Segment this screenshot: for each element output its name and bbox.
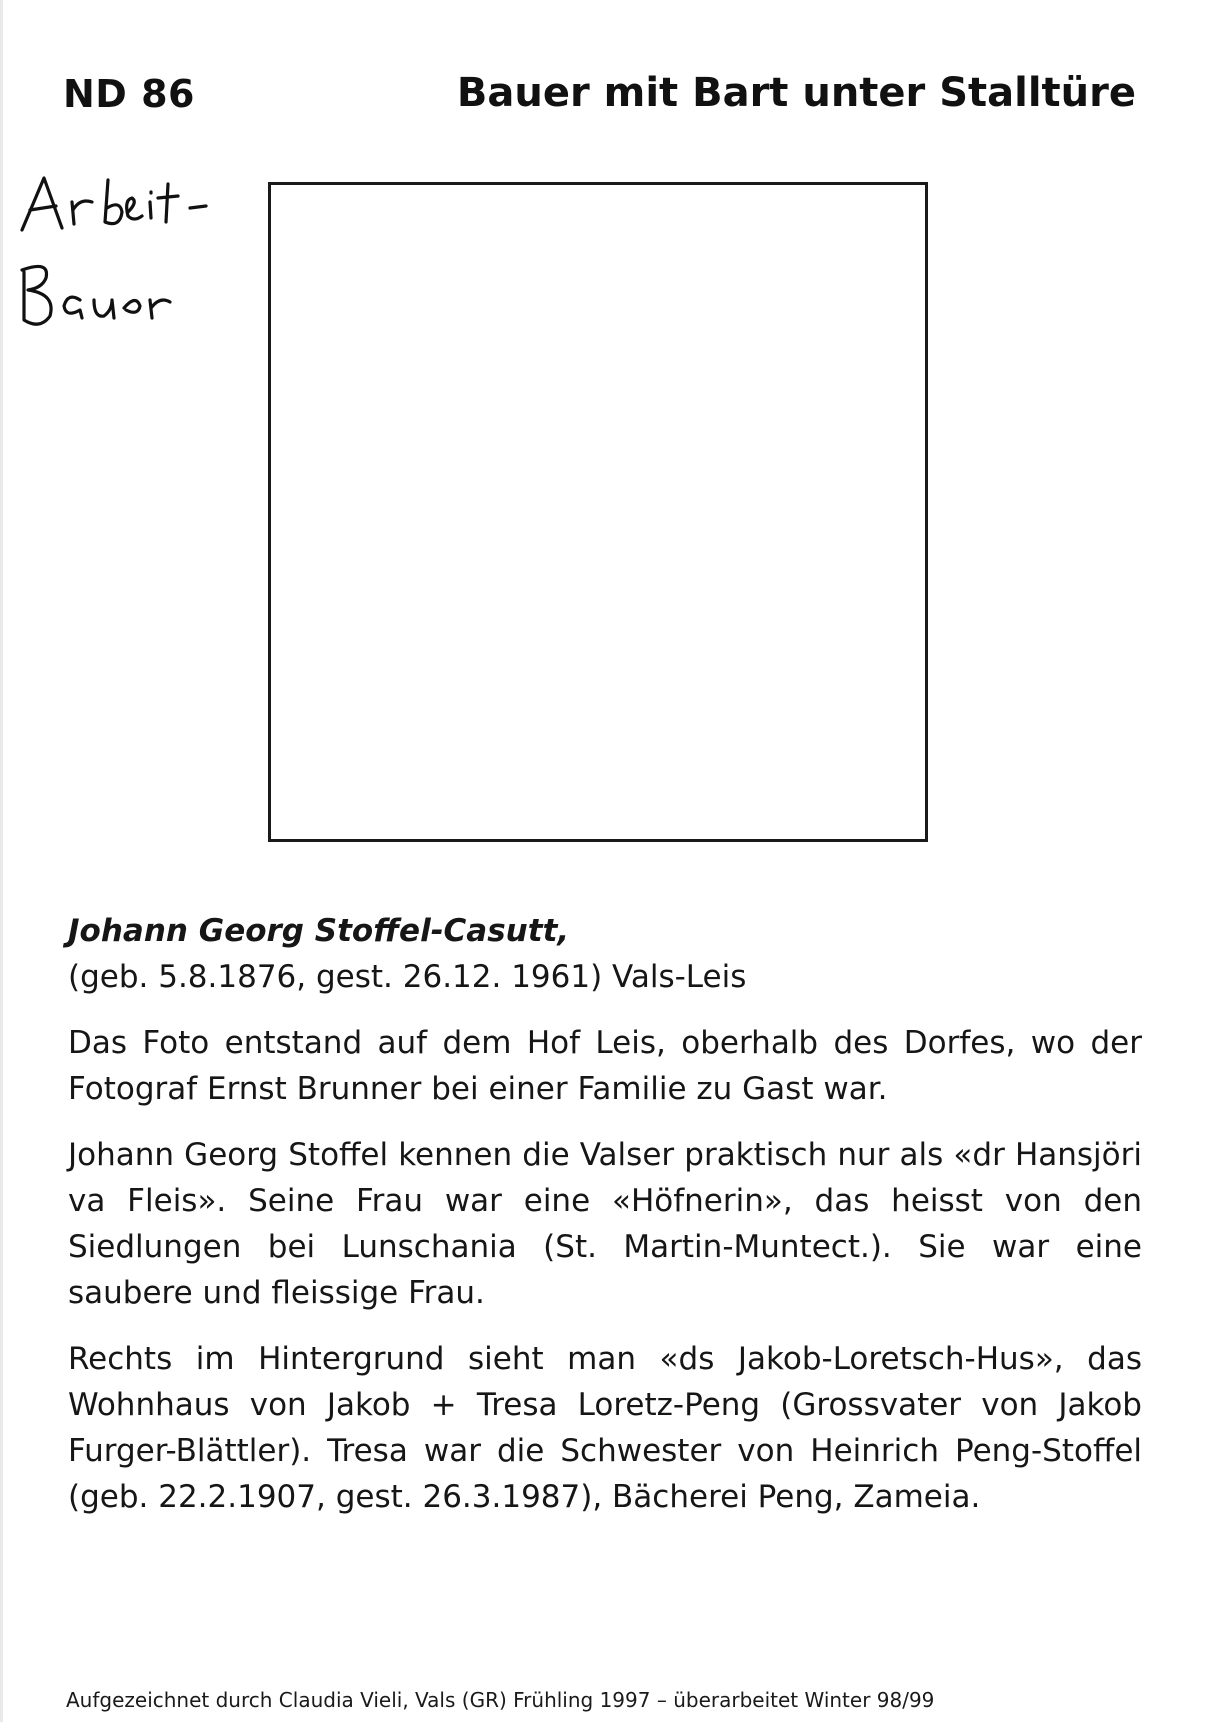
- paragraph: Johann Georg Stoffel kennen die Valser praktisch nur als «dr Hansjöri va Fleis». Seine Frau war eine «Höfnerin», das heisst von den Siedlungen bei Lunschania (St. Martin-Muntect.). Sie war eine saubere und fleissige Frau.: [68, 1137, 1142, 1311]
- person-dates: (geb. 5.8.1876, gest. 26.12. 1961) Vals-Leis: [68, 959, 747, 995]
- document-code: ND 86: [63, 72, 195, 116]
- handwritten-note: [10, 160, 260, 360]
- person-name: Johann Georg Stoffel-Casutt,: [68, 913, 570, 949]
- footer-credit: Aufgezeichnet durch Claudia Vieli, Vals (GR) Frühling 1997 – überarbeitet Winter 98/99: [66, 1688, 935, 1712]
- paragraph: Rechts im Hintergrund sieht man «ds Jakob-Loretsch-Hus», das Wohnhaus von Jakob + Tresa Loretz-Peng (Grossvater von Jakob Furger-Blättler). Tresa war die Schwester von Heinrich Peng-Stoffel (geb. 22.2.1907, gest. 26.3.1987), Bächerei Peng, Zameia.: [68, 1341, 1142, 1515]
- paragraph: Das Foto entstand auf dem Hof Leis, oberhalb des Dorfes, wo der Fotograf Ernst Brunner bei einer Familie zu Gast war.: [68, 1025, 1142, 1107]
- photo-placeholder: [268, 182, 928, 842]
- caption-text: [68, 908, 1142, 1520]
- document-title: Bauer mit Bart unter Stalltüre: [456, 70, 1136, 116]
